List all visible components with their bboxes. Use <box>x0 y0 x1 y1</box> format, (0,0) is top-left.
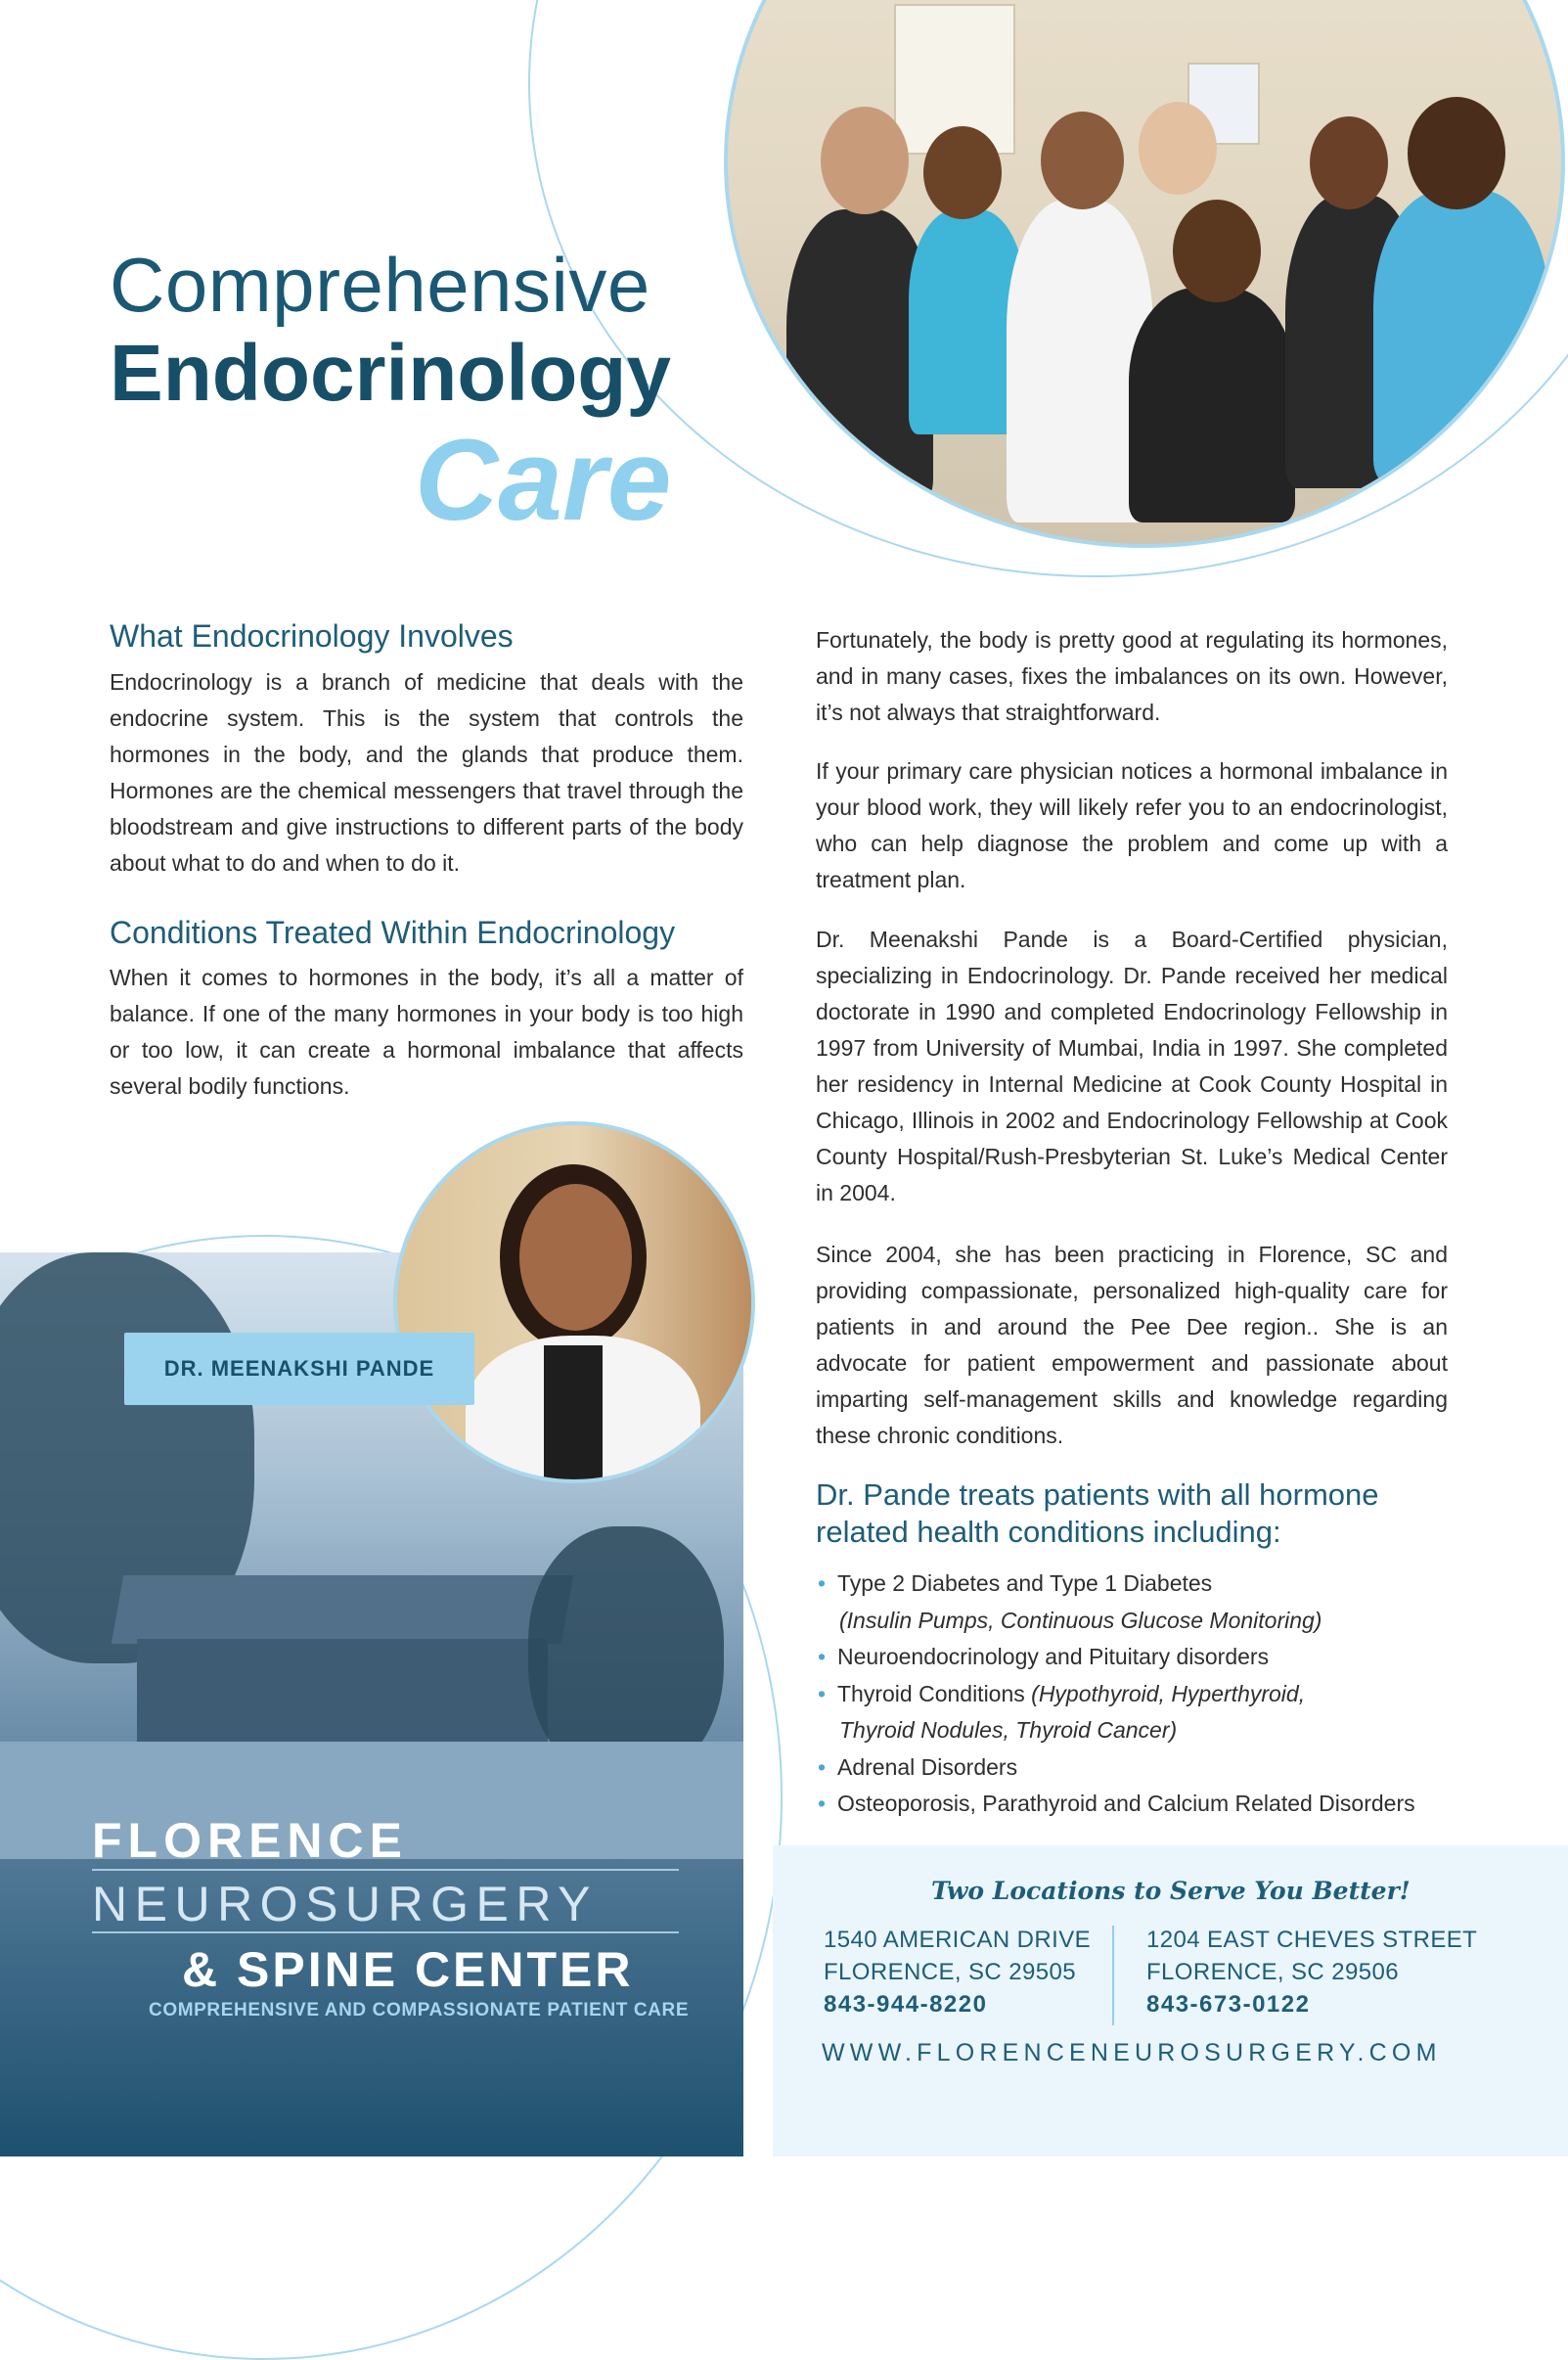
condition-note-continued: Thyroid Nodules, Thyroid Cancer) <box>839 1717 1178 1743</box>
staff-head <box>923 126 1002 219</box>
treats-heading <box>816 1476 1379 1551</box>
staff-head <box>1139 102 1217 195</box>
staff-head <box>821 107 909 214</box>
logo-neurosurgery: NEUROSURGERY <box>92 1877 598 1931</box>
section-heading-conditions-treated: Conditions Treated Within Endocrinology <box>110 915 676 950</box>
building-roof-image <box>112 1575 573 1644</box>
list-item <box>816 1786 1501 1823</box>
condition-text: Neuroendocrinology and Pituitary disorders <box>837 1644 1270 1669</box>
title-line-3: Care <box>415 416 672 545</box>
location-1-city: FLORENCE, SC 29505 <box>824 1959 1076 1985</box>
list-item <box>816 1566 1501 1639</box>
condition-text: Osteoporosis, Parathyroid and Calcium Related Disorders <box>837 1791 1415 1816</box>
paragraph-primary-care-referral: If your primary care physician notices a hormonal imbalance in your blood work, they will likely refer you to an endocrinologist, who can help diagnose the problem and come up with a treatment plan. <box>816 758 1448 892</box>
logo-divider-top <box>92 1869 679 1871</box>
locations-heading: Two Locations to Serve You Better! <box>931 1877 1411 1905</box>
condition-text: Adrenal Disorders <box>837 1753 1018 1780</box>
staff-head <box>1310 116 1388 209</box>
location-1-phone[interactable]: 843-944-8220 <box>824 1991 988 2018</box>
team-photo <box>724 0 1565 548</box>
location-2-street: 1204 EAST CHEVES STREET <box>1146 1927 1478 1953</box>
condition-note: (Insulin Pumps, Continuous Glucose Monitoring) <box>839 1607 1322 1633</box>
paragraph-dr-pande-practice: Since 2004, she has been practicing in Florence, SC and providing compassionate, personalized high-quality care for patients in and around the Pee Dee region.. She is an advocate for patient empowerment and passionate about imparting self-management skills and knowledge regarding these chronic conditions. <box>816 1242 1448 1448</box>
paragraph-dr-pande-credentials: Dr. Meenakshi Pande is a Board-Certified physician, specializing in Endocrinology. Dr. Pande received her medical doctorate in 1990 and completed Endocrinology Fellowship in 1997 from University of Mumbai, India in 1997. She completed her residency in Internal Medicine at Cook County Hospital in Chicago, Illinois in 2002 and Endocrinology Fellowship at Cook County Hospital/Rush-Presbyterian St. Luke’s Medical Center in 2004. <box>816 927 1448 1205</box>
blouse-image <box>544 1345 603 1482</box>
logo-tagline: COMPREHENSIVE AND COMPASSIONATE PATIENT CARE <box>149 2000 690 2020</box>
treats-heading-line2: related health conditions including: <box>816 1515 1281 1549</box>
location-2 <box>1146 1924 1477 2020</box>
list-item <box>816 1676 1501 1749</box>
doctor-name-badge: DR. MEENAKSHI PANDE <box>124 1333 474 1405</box>
paragraph-regulating-hormones: Fortunately, the body is pretty good at regulating its hormones, and in many cases, fixes the imbalances on its own. However, it’s not always that straightforward. <box>816 627 1448 725</box>
staff-member <box>1373 190 1549 483</box>
staff-head <box>1173 200 1261 302</box>
staff-head <box>1408 97 1505 209</box>
condition-text: Thyroid Conditions <box>837 1680 1032 1706</box>
location-1-street: 1540 AMERICAN DRIVE <box>824 1927 1092 1953</box>
doctor-face-image <box>519 1184 632 1331</box>
logo-divider-bottom <box>92 1931 679 1933</box>
treats-heading-line1: Dr. Pande treats patients with all hormone <box>816 1477 1379 1512</box>
condition-text: Type 2 Diabetes and Type 1 Diabetes <box>837 1570 1213 1596</box>
logo-spine-center: & SPINE CENTER <box>182 1942 634 1997</box>
staff-head <box>1041 112 1124 209</box>
list-item <box>816 1639 1501 1676</box>
location-2-phone[interactable]: 843-673-0122 <box>1146 1991 1311 2018</box>
staff-member <box>1129 288 1295 522</box>
list-item <box>816 1749 1501 1787</box>
section-body-conditions-treated: When it comes to hormones in the body, it’s all a matter of balance. If one of the many hormones in your body is too high or too low, it can create a hormonal imbalance that affects several bodily functions. <box>110 965 743 1099</box>
title-line-2: Endocrinology <box>110 329 671 418</box>
location-2-city: FLORENCE, SC 29506 <box>1146 1959 1399 1985</box>
conditions-list <box>816 1566 1501 1823</box>
website-link[interactable]: WWW.FLORENCENEUROSURGERY.COM <box>822 2039 1442 2066</box>
building-wall-image <box>137 1639 548 1747</box>
section-body-what-endocrinology: Endocrinology is a branch of medicine that deals with the endocrine system. This is the system that controls the hormones in the body, and the glands that produce them. Hormones are the chemical messengers that travel through the bloodstream and give instructions to different parts of the body about what to do and when to do it. <box>110 669 743 876</box>
logo-florence: FLORENCE <box>92 1813 408 1868</box>
condition-note: (Hypothyroid, Hyperthyroid, <box>1031 1680 1306 1706</box>
locations-divider <box>1112 1926 1114 2025</box>
title-line-1: Comprehensive <box>110 242 650 328</box>
section-heading-what-endocrinology: What Endocrinology Involves <box>110 618 514 654</box>
location-1 <box>824 1924 1091 2020</box>
doctor-portrait-photo <box>393 1121 755 1483</box>
